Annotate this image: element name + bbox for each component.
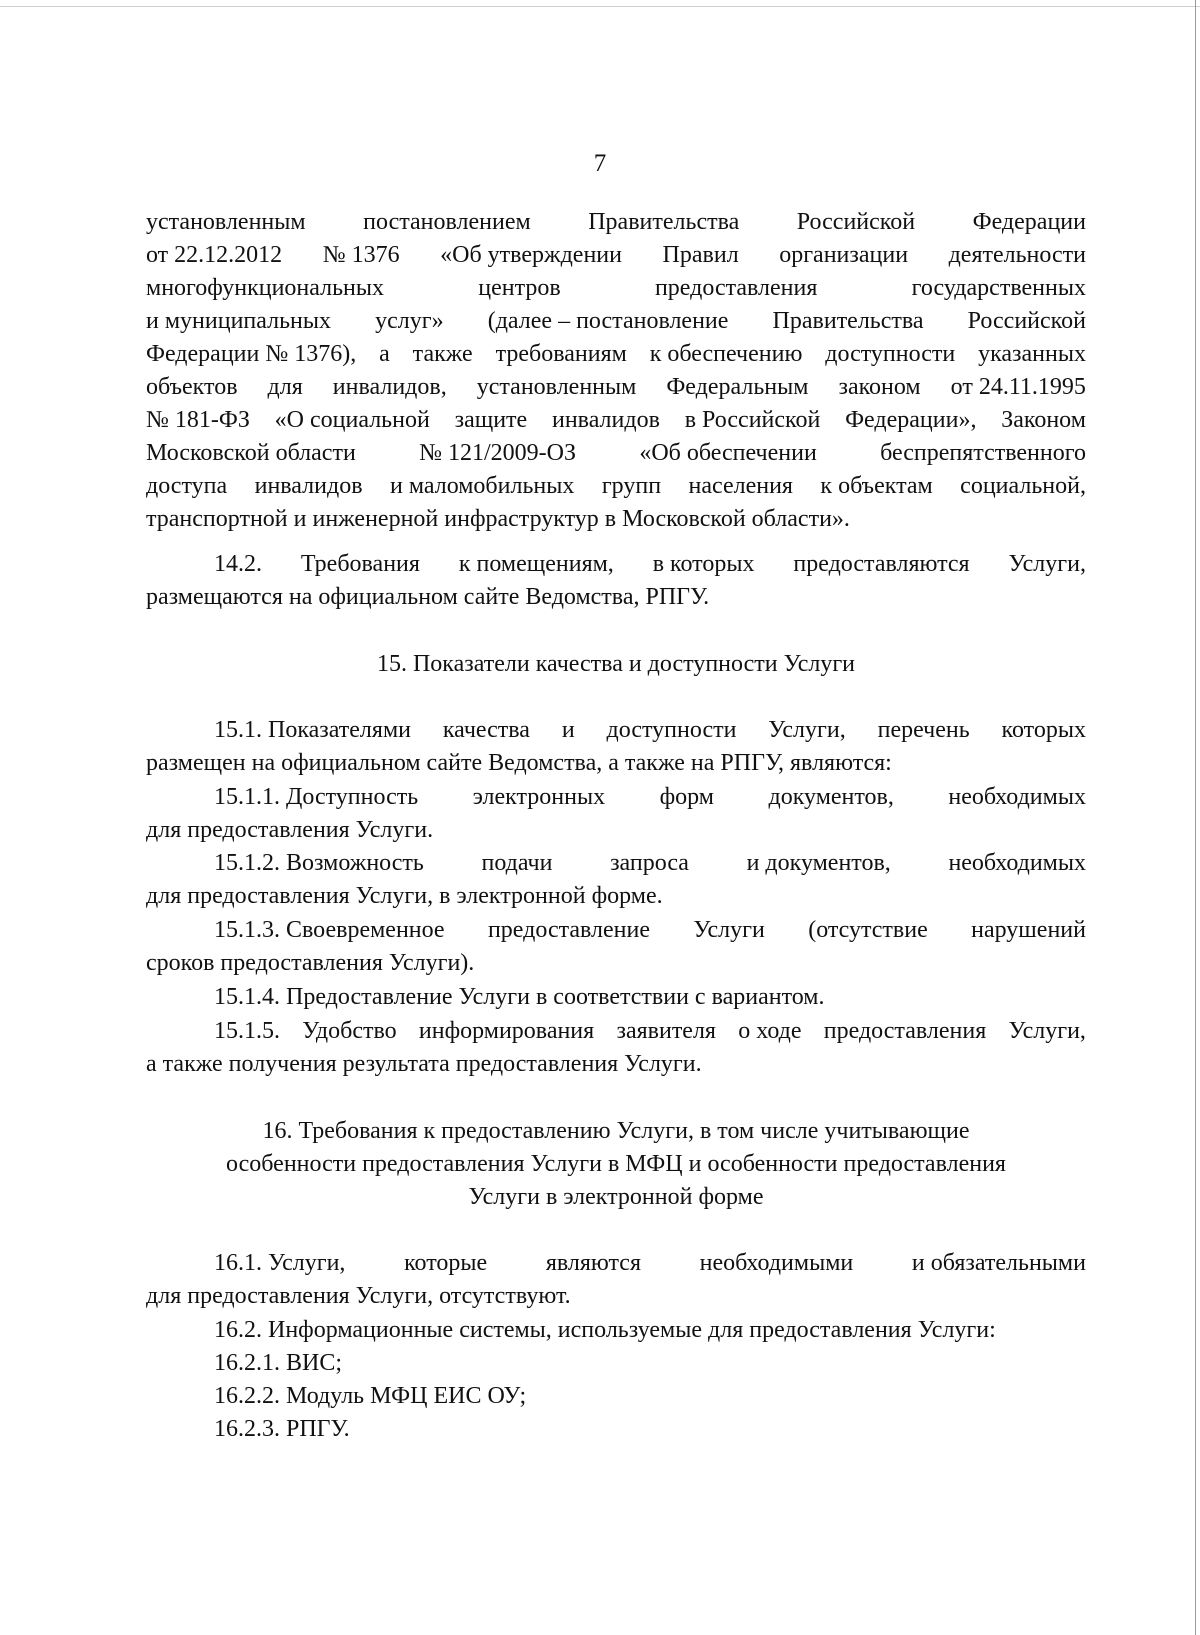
word: законом: [838, 374, 921, 400]
word: Российской: [796, 209, 916, 235]
word: необходимыми: [699, 1250, 854, 1276]
word: электронных: [472, 784, 606, 810]
paragraph-15-1-5: [146, 1015, 1086, 1081]
heading-line: 16. Требования к предоставлению Услуги, в том числе учитывающие: [262, 1118, 970, 1144]
word: Федерации»,: [845, 407, 977, 433]
word: Законом: [1001, 407, 1086, 433]
word: населения: [688, 473, 793, 499]
word: к помещениям,: [458, 551, 614, 577]
word: к объектам: [820, 473, 933, 499]
paragraph-15-1: [146, 714, 1086, 780]
word: Услуги,: [1008, 1018, 1086, 1044]
word: предоставляются: [793, 551, 970, 577]
justified-line: [146, 437, 1086, 470]
word: (отсутствие: [808, 917, 928, 943]
word: и маломобильных: [389, 473, 575, 499]
word: и обязательными: [911, 1250, 1086, 1276]
paragraph-last-line: для предоставления Услуги, отсутствуют.: [146, 1283, 571, 1309]
word: постановлением: [363, 209, 531, 235]
word: Услуги,: [768, 717, 846, 743]
word: Федерации: [972, 209, 1086, 235]
word: форм: [659, 784, 714, 810]
word: и документов,: [746, 850, 891, 876]
word: инвалидов: [254, 473, 363, 499]
word: центров: [478, 275, 561, 301]
word: Московской области: [146, 440, 356, 466]
justified-line: [146, 305, 1086, 338]
justified-line: [146, 470, 1086, 503]
justified-line: [146, 1015, 1086, 1048]
word: для: [267, 374, 303, 400]
word: и: [561, 717, 575, 743]
word: предоставления: [654, 275, 818, 301]
word: от 24.11.1995: [950, 374, 1086, 400]
paragraph-line: 16.2. Информационные системы, используемые для предоставления Услуги:: [214, 1317, 996, 1343]
word: инвалидов: [551, 407, 660, 433]
word: требованиям: [495, 341, 627, 367]
word: № 121/2009-ОЗ: [419, 440, 577, 466]
justified-line: [146, 914, 1086, 947]
word: которые: [404, 1250, 488, 1276]
word: которых: [1001, 717, 1086, 743]
word: а: [379, 341, 390, 367]
word: предоставление: [487, 917, 651, 943]
paragraph-line: 15.1.4. Предоставление Услуги в соответствии с вариантом.: [214, 984, 825, 1010]
list-item-16-2-1: 16.2.1. ВИС;: [214, 1350, 343, 1376]
page-number: 7: [593, 150, 607, 177]
justified-line: [146, 1247, 1086, 1280]
word: Правил: [662, 242, 739, 268]
word: многофункциональных: [146, 275, 385, 301]
word: документов,: [768, 784, 894, 810]
justified-line: [146, 847, 1086, 880]
word: от 22.12.2012: [146, 242, 283, 268]
paragraph-last-line: размещен на официальном сайте Ведомства, а также на РПГУ, являются:: [146, 750, 892, 776]
word: «Об утверждении: [440, 242, 622, 268]
justified-line: [146, 371, 1086, 404]
word: 15.1.3. Своевременное: [214, 917, 445, 943]
justified-line: [146, 206, 1086, 239]
heading-line: особенности предоставления Услуги в МФЦ и особенности предоставления: [226, 1151, 1006, 1177]
word: Правительства: [772, 308, 924, 334]
word: Российской: [967, 308, 1086, 334]
scan-edge-right: [1195, 0, 1196, 1635]
word: указанных: [978, 341, 1086, 367]
word: Услуги: [693, 917, 765, 943]
paragraph-15-1-4: [146, 981, 1086, 1014]
heading-line: Услуги в электронной форме: [468, 1184, 764, 1210]
paragraph-14-1-continuation: [146, 206, 1086, 536]
word: услуг»: [375, 308, 444, 334]
section-heading-15: 15. Показатели качества и доступности Услуги: [376, 651, 856, 677]
word: качества: [442, 717, 530, 743]
word: в которых: [652, 551, 755, 577]
word: доступности: [606, 717, 737, 743]
word: беспрепятственного: [880, 440, 1086, 466]
list-item-16-2-2: 16.2.2. Модуль МФЦ ЕИС ОУ;: [214, 1383, 527, 1409]
word: информирования: [418, 1018, 595, 1044]
section-heading-16: [146, 1115, 1086, 1214]
word: 15.1.2. Возможность: [214, 850, 424, 876]
word: предоставления: [823, 1018, 987, 1044]
word: доступности: [825, 341, 956, 367]
paragraph-last-line: для предоставления Услуги.: [146, 817, 434, 843]
justified-line: [146, 548, 1086, 581]
justified-line: [146, 239, 1086, 272]
word: 15.1. Показателями: [214, 717, 411, 743]
paragraph-last-line: размещаются на официальном сайте Ведомства, РПГУ.: [146, 584, 710, 610]
word: объектов: [146, 374, 238, 400]
word: «Об обеспечении: [639, 440, 817, 466]
word: нарушений: [971, 917, 1086, 943]
word: 16.1. Услуги,: [214, 1250, 346, 1276]
justified-line: [146, 781, 1086, 814]
word: № 181-ФЗ: [146, 407, 250, 433]
word: Федеральным: [666, 374, 809, 400]
word: необходимых: [948, 784, 1086, 810]
word: групп: [601, 473, 662, 499]
paragraph-15-1-1: [146, 781, 1086, 847]
justified-line: [146, 272, 1086, 305]
paragraph-last-line: транспортной и инженерной инфраструктур в Московской области».: [146, 506, 850, 532]
word: № 1376: [322, 242, 400, 268]
paragraph-last-line: а также получения результата предоставления Услуги.: [146, 1051, 702, 1077]
word: к обеспечению: [649, 341, 803, 367]
paragraph-15-1-2: [146, 847, 1086, 913]
word: запроса: [610, 850, 689, 876]
word: организации: [779, 242, 909, 268]
justified-line: [146, 338, 1086, 371]
word: «О социальной: [274, 407, 430, 433]
word: государственных: [911, 275, 1086, 301]
word: (далее – постановление: [487, 308, 729, 334]
word: защите: [454, 407, 528, 433]
list-item-16-2-3: 16.2.3. РПГУ.: [214, 1416, 350, 1442]
word: Федерации № 1376),: [146, 341, 357, 367]
word: являются: [545, 1250, 641, 1276]
word: доступа: [146, 473, 228, 499]
word: деятельности: [948, 242, 1086, 268]
word: инвалидов,: [332, 374, 447, 400]
word: Удобство: [302, 1018, 397, 1044]
word: и муниципальных: [146, 308, 332, 334]
paragraph-16-1: [146, 1247, 1086, 1313]
word: социальной,: [960, 473, 1086, 499]
word: в Российской: [684, 407, 821, 433]
word: 14.2.: [214, 551, 262, 577]
word: 15.1.5.: [214, 1018, 280, 1044]
paragraph-16-2: [146, 1314, 1086, 1446]
paragraph-15-1-3: [146, 914, 1086, 980]
word: 15.1.1. Доступность: [214, 784, 419, 810]
justified-line: [146, 404, 1086, 437]
word: подачи: [481, 850, 553, 876]
word: Правительства: [588, 209, 740, 235]
scan-edge-top: [0, 6, 1200, 7]
paragraph-last-line: для предоставления Услуги, в электронной форме.: [146, 883, 663, 909]
word: также: [412, 341, 473, 367]
word: установленным: [476, 374, 637, 400]
paragraph-last-line: сроков предоставления Услуги).: [146, 950, 475, 976]
word: необходимых: [948, 850, 1086, 876]
word: Услуги,: [1008, 551, 1086, 577]
word: заявителя: [616, 1018, 716, 1044]
paragraph-14-2: [146, 548, 1086, 614]
word: перечень: [877, 717, 970, 743]
word: о ходе: [738, 1018, 802, 1044]
word: установленным: [146, 209, 306, 235]
justified-line: [146, 714, 1086, 747]
word: Требования: [300, 551, 420, 577]
